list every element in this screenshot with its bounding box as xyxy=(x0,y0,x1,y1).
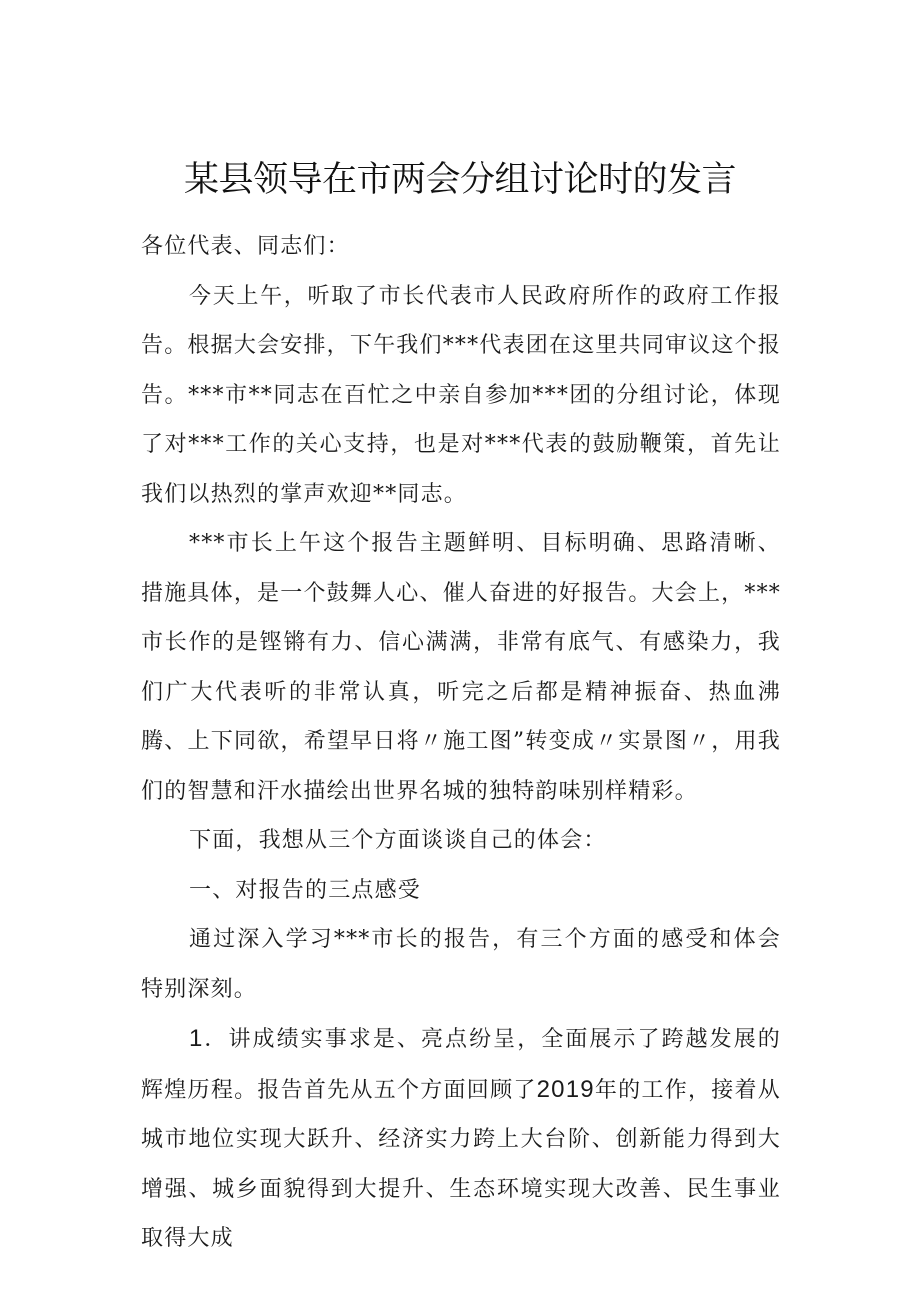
paragraph-intro: 下面，我想从三个方面谈谈自己的体会： xyxy=(189,828,607,853)
salutation: 各位代表、同志们： xyxy=(141,234,350,259)
paragraph-report-review: ***市长上午这个报告主题鲜明、目标明确、思路清晰、措施具体，是一个鼓舞人心、催人奋进的好报告。大会上，***市长作的是铿锵有力、信心满满，非常有底气、有感染力，我们广大代表听的非常认真，听完之后都是精神振奋、热血沸腾、上下同欲，希望早日将〃施工图”转变成〃实景图〃，用我们的智慧和汗水描绘出世界名城的独特韵味别样精彩。 xyxy=(141,531,781,804)
point-number: 1 xyxy=(189,1025,204,1052)
document-title: 某县领导在市两会分组讨论时的发言 xyxy=(183,160,736,200)
section-heading: 一、对报告的三点感受 xyxy=(189,877,422,903)
paragraph-opening: 今天上午，听取了市长代表市人民政府所作的政府工作报告。根据大会安排，下午我们***代表团在这里共同审议这个报告。***市**同志在百忙之中亲自参加***团的分组讨论，体现了对***工作的关心支持，也是对***代表的鼓励鞭策，首先让我们以热烈的掌声欢迎**同志。 xyxy=(141,283,781,507)
paragraph-point-1 xyxy=(141,1014,781,1264)
point-text-continued: 年的工作，接着从城市地位实现大跃升、经济实力跨上大台阶、创新能力得到大增强、城乡面貌得到大提升、生态环境实现大改善、民生事业取得大成 xyxy=(141,1077,781,1251)
point-year: 2019 xyxy=(536,1075,595,1103)
point-text: ．讲成绩实事求是、亮点纷呈，全面展示了跨越发展的辉煌历程。报告首先从五个方面回顾了 xyxy=(141,1027,781,1103)
paragraph-section-intro: 通过深入学习***市长的报告，有三个方面的感受和体会特别深刻。 xyxy=(141,927,781,1002)
document-body xyxy=(141,222,781,1264)
